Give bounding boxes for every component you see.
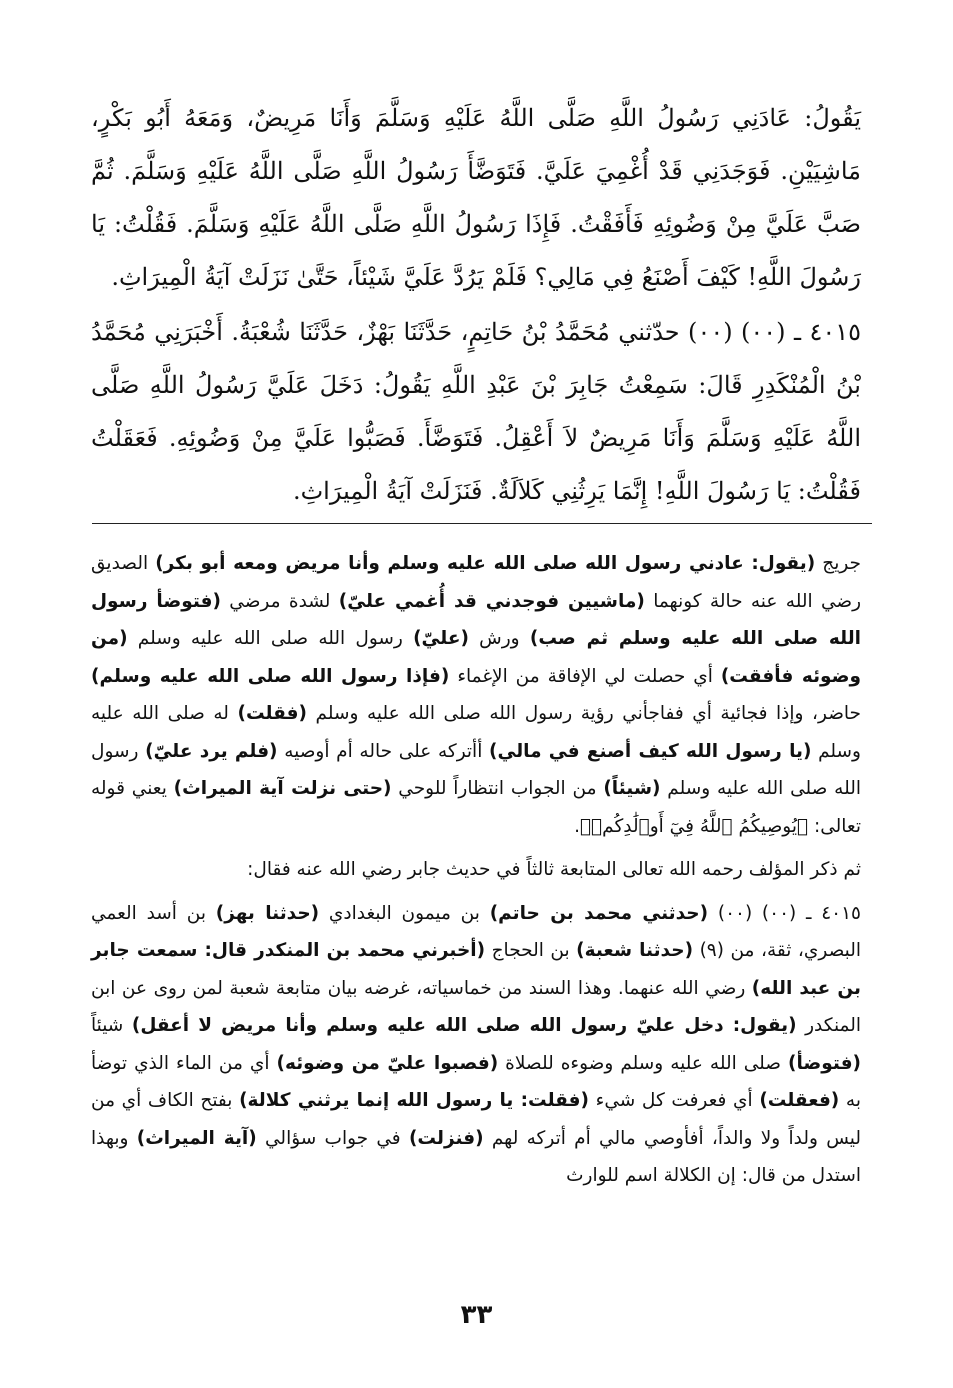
commentary-run: وبهذا استدل من قال: إن الكلالة اسم للوارث <box>91 1127 861 1186</box>
bold-quote-run: (فإذا رسول الله صلى الله عليه وسلم) <box>91 665 450 687</box>
commentary-run: رسول الله صلى الله عليه وسلم <box>127 628 414 649</box>
commentary-run: أأتركه على حاله أم أوصيه <box>277 740 490 762</box>
commentary-run: ٤٠١٥ ـ (٠٠) (٠٠) <box>708 902 861 924</box>
commentary-run: جريج <box>815 553 861 574</box>
bold-quote-run: (آية الميراث) <box>136 1127 257 1149</box>
bold-quote-run: (فتوضأ) <box>788 1052 862 1074</box>
bold-quote-run: (يقول: عادني رسول الله صلى الله عليه وسلم وأنا مريض ومعه أبو بكر) <box>155 553 816 574</box>
bold-quote-run: (فصبوا عليّ من وضوئه) <box>276 1052 499 1074</box>
commentary-run: في جواب سؤالي <box>256 1127 409 1149</box>
bold-quote-run: (فلم يرد عليّ) <box>145 740 278 762</box>
commentary-run: بفتح الكاف أي من ليس ولداً ولا والداً، أفأوصي مالي أم أتركه لهم <box>91 1090 862 1149</box>
commentary-run: بن ميمون البغدادي <box>319 902 490 924</box>
commentary-run: صلى الله عليه وسلم وضوءه للصلاة <box>498 1052 789 1074</box>
bold-quote-run: (من وضوئه فأفقت) <box>91 628 862 687</box>
commentary-run: الصديق رضي الله عنه حالة كونهما <box>91 553 862 612</box>
bold-quote-run: (فتوضأ رسول الله صلى الله عليه وسلم ثم صب) <box>91 590 861 649</box>
commentary-run: ورش <box>468 628 530 649</box>
commentary-run: رسول الله صلى الله عليه وسلم <box>91 740 861 799</box>
commentary-run: رضي الله عنهما. وهذا السند من خماسياته، غرضه بيان متابعة شعبة لمن روى عن ابن المنكدر <box>91 977 862 1036</box>
commentary-run: لشدة مرضي <box>220 590 339 612</box>
bold-quote-run: (يقول: دخل عليّ رسول الله صلى الله عليه وسلم وأنا مريض لا أعقل) <box>131 1015 797 1036</box>
commentary-text <box>91 545 861 1195</box>
page-number: ٣٣ <box>460 1300 493 1330</box>
commentary-run: شيئاً <box>91 1015 132 1036</box>
bold-quote-run: (عليّ) <box>413 628 469 649</box>
commentary-run: حاضر، وإذا فجائية أي ففاجأني رؤية رسول الله صلى الله عليه وسلم <box>306 703 861 724</box>
commentary-run: بن أسد العمي البصري، ثقة، من (٩) <box>91 902 861 961</box>
commentary-paragraph-1 <box>91 545 861 845</box>
footnote-divider <box>92 523 872 524</box>
commentary-run: بن الحجاج <box>485 940 577 961</box>
commentary-paragraph-2 <box>91 851 861 889</box>
commentary-run: ثم ذكر المؤلف رحمه الله تعالى المتابعة ثالثاً في حديث جابر رضي الله عنه فقال: <box>247 859 861 880</box>
commentary-run: أي من الماء الذي توضأ به <box>91 1052 861 1111</box>
bold-quote-run: (حدثني محمد بن حاتم) <box>489 902 709 924</box>
bold-quote-run: (يا رسول الله كيف أصنع في مالي) <box>489 740 812 762</box>
bold-quote-run: (شيئاً) <box>603 778 661 799</box>
bold-quote-run: (حدثنا بهز) <box>215 902 320 924</box>
bold-quote-run: (أخبرني محمد بن المنكدر قال: سمعت جابر بن عبد الله) <box>91 940 861 999</box>
commentary-run: من الجواب انتظاراً للوحي <box>391 778 604 799</box>
commentary-run: يعني قوله تعالى: ﴿يُوصِيكُمُ ٱللَّهُ فِيٓ أَوۡلَٰدِكُمۡ﴾. <box>91 778 861 837</box>
hadith-text <box>91 92 861 518</box>
commentary-paragraph-3 <box>91 895 861 1195</box>
hadith-paragraph-2: ٤٠١٥ ـ (٠٠) (٠٠) حدّثني مُحَمَّدُ بْنُ حَاتِمٍ، حَدَّثَنَا بَهْزٌ، حَدَّثَنَا شُعْبَةُ. أَخْبَرَنِي مُحَمَّدُ بْنُ الْمُنْكَدِرِ قَالَ: سَمِعْتُ جَابِرَ بْنَ عَبْدِ اللَّهِ يَقُولُ: دَخَلَ عَلَيَّ رَسُولُ اللَّهِ صَلَّى اللَّهُ عَلَيْهِ وَسَلَّمَ وَأَنَا مَرِيضٌ لاَ أَعْقِلُ. فَتَوَضَّأَ. فَصَبُّوا عَلَيَّ مِنْ وَضُوئِهِ. فَعَقَلْتُ فَقُلْتُ: يَا رَسُولَ اللَّهِ! إِنَّمَا يَرِثُنِي كَلاَلَةٌ. فَنَزَلَتْ آيَةُ الْمِيرَاثِ. <box>91 318 862 505</box>
bold-quote-run: (فعقلت) <box>759 1090 840 1111</box>
commentary-run: أي حصلت لي الإفاقة من الإغماء <box>449 665 721 687</box>
bold-quote-run: (فقلت: يا رسول الله إنما يرثني كلالة) <box>239 1090 589 1111</box>
commentary-run: أي فعرفت كل شيء <box>589 1090 760 1111</box>
bold-quote-run: (حدثنا شعبة) <box>576 940 694 961</box>
hadith-paragraph-1: يَقُولُ: عَادَنِي رَسُولُ اللَّهِ صَلَّى اللَّهُ عَلَيْهِ وَسَلَّمَ وَأَنَا مَرِيضٌ، وَمَعَهُ أَبُو بَكْرٍ، مَاشِيَيْنِ. فَوَجَدَنِي قَدْ أُغْمِيَ عَلَيَّ. فَتَوَضَّأَ رَسُولُ اللَّهِ صَلَّى اللَّهُ عَلَيْهِ وَسَلَّمَ. ثُمَّ صَبَّ عَلَيَّ مِنْ وَضُوئِهِ فَأَفَقْتُ. فَإِذَا رَسُولُ اللَّهِ صَلَّى اللَّهُ عَلَيْهِ وَسَلَّمَ. فَقُلْتُ: يَا رَسُولَ اللَّهِ! كَيْفَ أَصْنَعُ فِي مَالِي؟ فَلَمْ يَرُدَّ عَلَيَّ شَيْئاً، حَتَّىٰ نَزَلَتْ آيَةُ الْمِيرَاثِ. <box>91 104 861 291</box>
bold-quote-run: (ماشيين فوجدني قد أُغمي عليّ) <box>338 590 645 612</box>
commentary-run: له صلى الله عليه وسلم <box>91 703 861 762</box>
bold-quote-run: (فقلت) <box>237 703 307 724</box>
bold-quote-run: (فنزلت) <box>408 1127 484 1149</box>
bold-quote-run: (حتى نزلت آية الميراث) <box>173 778 392 799</box>
